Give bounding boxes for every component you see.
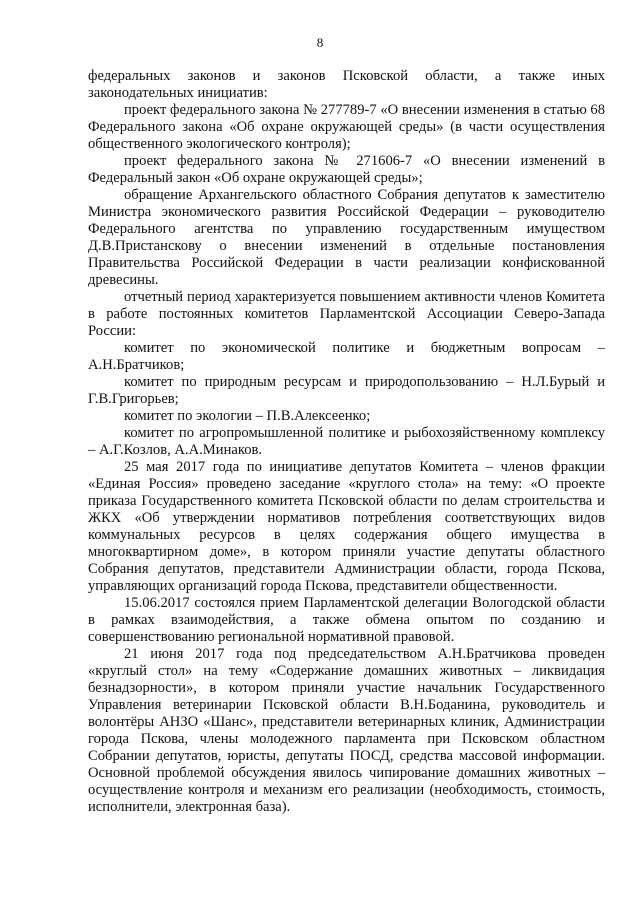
paragraph-committee-natural-resources: комитет по природным ресурсам и природопользованию – Н.Л.Бурый и Г.В.Григорьев; [88, 374, 605, 407]
paragraph-round-table-june: 21 июня 2017 года под председательством А.Н.Братчикова проведен «круглый стол» на тему «Содержание домашних животных – ликвидация безнадзорности», в котором приняли участие начальник Государственного Управления ветеринарии Псковской области В.Н.Боданина, руководитель и волонтёры АНЗО «Шанс», представители ветеринарных клиник, Администрации города Пскова, члены молодежного парламента при Псковском областном Собрании депутатов, юристы, депутаты ПОСД, средства массовой информации. Основной проблемой обсуждения явилось чипирование домашних животных – осуществление контроля и механизм его реализации (необходимость, стоимость, исполнители, электронная база). [88, 646, 605, 815]
paragraph-committee-ecology: комитет по экологии – П.В.Алексеенко; [124, 408, 371, 424]
document-body [88, 68, 605, 816]
paragraph-committee-economic: комитет по экономической политике и бюджетным вопросам – А.Н.Братчиков; [88, 340, 605, 373]
paragraph-committee-agro: комитет по агропромышленной политике и рыбохозяйственному комплексу – А.Г.Козлов, А.А.Минаков. [88, 425, 605, 458]
paragraph-reporting-period: отчетный период характеризуется повышением активности членов Комитета в работе постоянных комитетов Парламентской Ассоциации Северо-Запада России: [88, 289, 605, 339]
paragraph-round-table-may: 25 мая 2017 года по инициативе депутатов Комитета – членов фракции «Единая Россия» проведено заседание «круглого стола» на тему: «О проекте приказа Государственного комитета Псковской области по делам строительства и ЖКХ «Об утверждении нормативов потребления соответствующих видов коммунальных ресурсов в целях содержания общего имущества в многоквартирном доме», в котором приняли участие депутаты областного Собрания депутатов, представители Администрации области, города Пскова, управляющих организаций города Пскова, представители общественности. [88, 459, 605, 594]
paragraph-bill-271606: проект федерального закона № 271606-7 «О внесении изменений в Федеральный закон «Об охране окружающей среды»; [88, 153, 605, 186]
paragraph-vologda-delegation: 15.06.2017 состоялся прием Парламентской делегации Вологодской области в рамках взаимодействия, а также обмена опытом по созданию и совершенствованию региональной нормативной правовой. [88, 595, 605, 645]
paragraph-initiatives-intro: федеральных законов и законов Псковской области, а также иных законодательных инициатив: [88, 68, 605, 101]
paragraph-bill-277789: проект федерального закона № 277789-7 «О внесении изменения в статью 68 Федерального закона «Об охране окружающей среды» (в части осуществления общественного экологического контроля); [88, 102, 605, 152]
page-number: 8 [316, 35, 324, 50]
paragraph-arkhangelsk-appeal: обращение Архангельского областного Собрания депутатов к заместителю Министра экономического развития Российской Федерации – руководителю Федерального агентства по управлению государственным имуществом Д.В.Пристанскову о внесении изменений в отдельные постановления Правительства Российской Федерации в части реализации конфискованной древесины. [88, 187, 605, 288]
